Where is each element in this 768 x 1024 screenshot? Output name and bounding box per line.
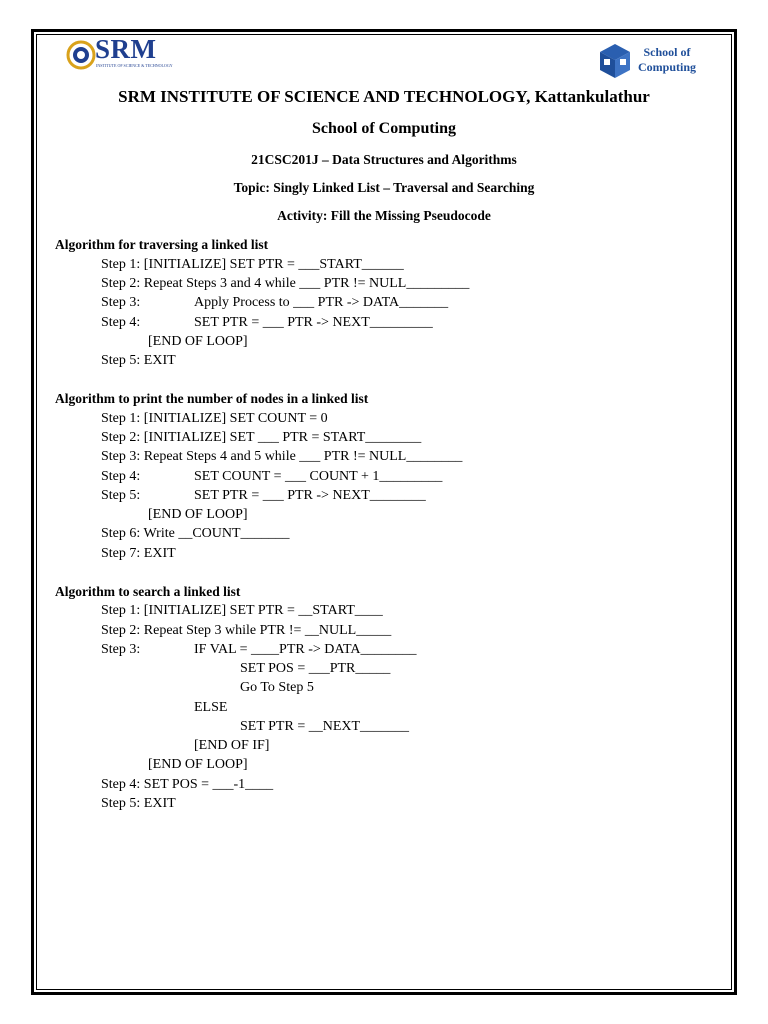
srm-logo [64, 36, 174, 76]
count-step-7: Step 7: EXIT [101, 546, 176, 561]
traversal-step-5: Step 5: EXIT [101, 353, 176, 368]
search-goto: Go To Step 5 [240, 680, 314, 695]
cube-icon [598, 42, 632, 80]
srm-logo-text: SRM [95, 34, 157, 64]
count-step-6: Step 6: Write __COUNT_______ [101, 526, 290, 541]
traversal-step-1: Step 1: [INITIALIZE] SET PTR = ___START______ [101, 257, 404, 272]
course-title: 21CSC201J – Data Structures and Algorithms [251, 152, 517, 167]
count-step-1: Step 1: [INITIALIZE] SET COUNT = 0 [101, 411, 328, 426]
count-step-3: Step 3: Repeat Steps 4 and 5 while ___ PTR != NULL________ [101, 449, 463, 464]
count-step-2: Step 2: [INITIALIZE] SET ___ PTR = START________ [101, 430, 422, 445]
count-step-4-text: SET COUNT = ___ COUNT + 1_________ [194, 469, 443, 484]
srm-emblem-icon [66, 40, 96, 70]
srm-logo-subtext: INSTITUTE OF SCIENCE & TECHNOLOGY [96, 63, 173, 68]
activity-title: Activity: Fill the Missing Pseudocode [277, 208, 491, 223]
section-search-title: Algorithm to search a linked list [55, 584, 241, 599]
search-step-3-label: Step 3: [101, 642, 141, 657]
count-step-4-label: Step 4: [101, 469, 141, 484]
traversal-step-3-label: Step 3: [101, 295, 141, 310]
search-step-4: Step 4: SET POS = ___-1____ [101, 777, 274, 792]
search-set-pos: SET POS = ___PTR_____ [240, 661, 391, 676]
search-end-if: [END OF IF] [194, 738, 270, 753]
traversal-step-2: Step 2: Repeat Steps 3 and 4 while ___ PTR != NULL_________ [101, 276, 470, 291]
traversal-end-loop: [END OF LOOP] [148, 334, 248, 349]
search-if-val: IF VAL = ____PTR -> DATA________ [194, 642, 417, 657]
search-step-5: Step 5: EXIT [101, 796, 176, 811]
search-step-1: Step 1: [INITIALIZE] SET PTR = __START____ [101, 603, 383, 618]
school-of-computing-logo-text [638, 45, 696, 75]
traversal-step-3-text: Apply Process to ___ PTR -> DATA_______ [194, 295, 449, 310]
school-of-computing-logo [598, 42, 708, 82]
topic-title: Topic: Singly Linked List – Traversal and Searching [233, 180, 535, 195]
search-end-loop: [END OF LOOP] [148, 757, 248, 772]
search-set-ptr: SET PTR = __NEXT_______ [240, 719, 410, 734]
section-traversal-title: Algorithm for traversing a linked list [55, 237, 269, 252]
institute-title: SRM INSTITUTE OF SCIENCE AND TECHNOLOGY, Kattankulathur [118, 87, 650, 106]
logo-text-line-1: School of [643, 45, 691, 59]
page-border-inner [36, 34, 732, 990]
section-count-title: Algorithm to print the number of nodes in a linked list [55, 391, 369, 406]
logo-text-line-2: Computing [638, 60, 697, 74]
count-step-5-text: SET PTR = ___ PTR -> NEXT________ [194, 488, 426, 503]
count-end-loop: [END OF LOOP] [148, 507, 248, 522]
count-step-5-label: Step 5: [101, 488, 141, 503]
search-else: ELSE [194, 700, 228, 715]
traversal-step-4-label: Step 4: [101, 315, 141, 330]
traversal-step-4-text: SET PTR = ___ PTR -> NEXT_________ [194, 315, 433, 330]
search-step-2: Step 2: Repeat Step 3 while PTR != __NULL_____ [101, 623, 392, 638]
school-title: School of Computing [311, 120, 457, 137]
